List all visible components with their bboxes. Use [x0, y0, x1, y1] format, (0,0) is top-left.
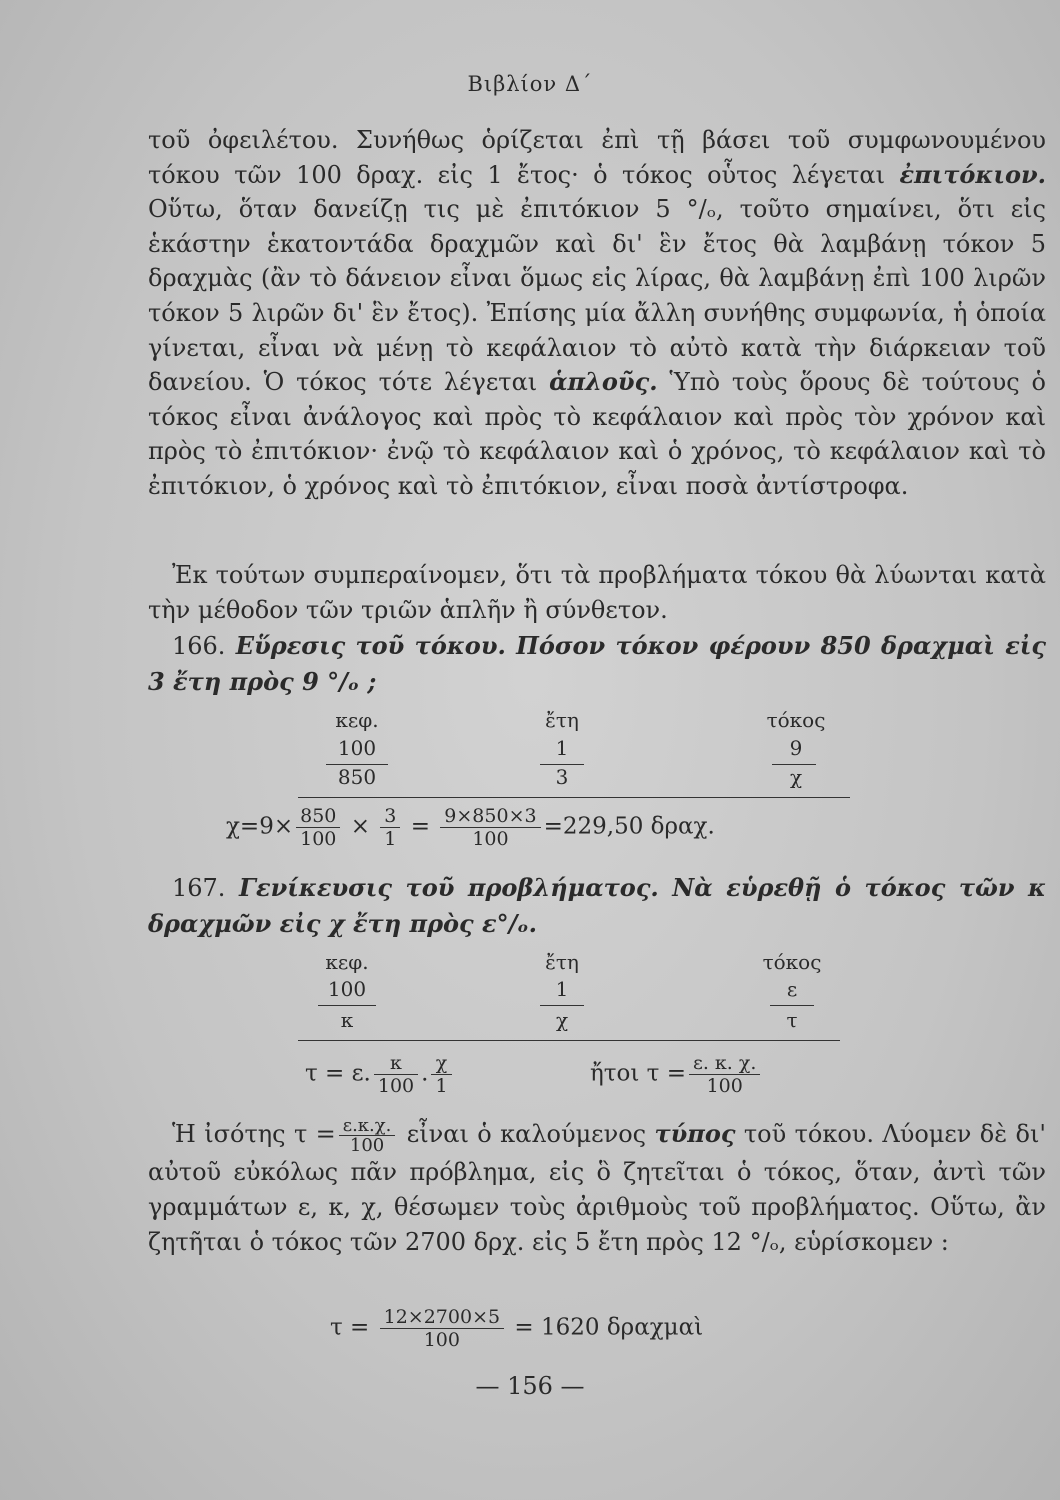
fraction — [380, 805, 400, 850]
denominator: 100 — [423, 1329, 460, 1351]
equation-167-general — [590, 1052, 763, 1097]
section-title: Εὕρεσις τοῦ τόκου. Πόσον τόκον φέρουν 850 δραχμαὶ εἰς 3 ἔτη πρὸς 9 °/ₒ ; — [148, 631, 1047, 696]
denominator: 100 — [377, 1075, 415, 1097]
paragraph-interest-definition — [148, 123, 1046, 504]
numerator: ε.κ.χ. — [339, 1116, 396, 1136]
table-cell: ε — [786, 977, 798, 1001]
eq-result: =229,50 δραχ. — [543, 813, 715, 840]
table-cell: 9 — [789, 736, 803, 760]
paragraph-text: Ἡ ἰσότης τ = — [172, 1120, 336, 1148]
numerator: 12×2700×5 — [380, 1306, 504, 1329]
fraction — [440, 805, 540, 850]
fraction — [339, 1116, 396, 1155]
section-167-heading — [148, 870, 1046, 941]
paragraph-conclusion — [148, 558, 1046, 627]
fraction-bar — [540, 1005, 584, 1006]
paragraph-formula — [148, 1116, 1046, 1260]
dot: . — [421, 1060, 429, 1087]
paragraph-text: Ἐκ τούτων συμπεραίνομεν, ὅτι τὰ προβλήματα τόκου θὰ λύωνται κατὰ τὴν μέθοδον τῶν τριῶν ἁπλῆν ἢ σύνθετον. — [148, 561, 1046, 624]
paragraph-text: τοῦ τόκου. Λύομεν δὲ δι' αὐτοῦ εὐκόλως πᾶν πρόβλημα, εἰς ὃ ζητεῖται ὁ τόκος, ὅταν, ἀντὶ τῶν γραμμάτων ε, κ, χ, θέσωμεν τοὺς ἀριθμοὺς τοῦ προβλήματος. Οὕτω, ἂν ζητῆται ὁ τόκος τῶν 2700 δρχ. εἰς 5 ἔτη πρὸς 12 °/ₒ, εὑρίσκομεν : — [148, 1120, 1046, 1256]
col-header-capital: κεφ. — [325, 950, 369, 974]
denominator: 1 — [435, 1075, 448, 1097]
paragraph-text: Ὑπὸ τοὺς ὅρους δὲ τούτους ὁ τόκος εἶναι ἀνάλογος καὶ πρὸς τὸ κεφάλαιον καὶ πρὸς τὸν χρόνον καὶ πρὸς τὸ ἐπιτόκιον· ἐνῷ τὸ κεφάλαιον καὶ ὁ χρόνος, τὸ κεφάλαιον καὶ τὸ ἐπιτόκιον, ὁ χρόνος καὶ τὸ ἐπιτόκιον, εἶναι ποσὰ ἀντίστροφα. — [148, 368, 1047, 500]
table-cell: τ — [786, 1008, 798, 1032]
numerator: 9×850×3 — [440, 805, 540, 828]
page-number: — 156 — — [475, 1372, 585, 1400]
fraction-bar — [318, 1005, 376, 1006]
table-cell: 1 — [555, 977, 569, 1001]
numerator: 850 — [296, 805, 340, 828]
col-header-years: ἔτη — [545, 708, 579, 732]
section-title: Γενίκευσις τοῦ προβλήματος. Νὰ εὑρεθῇ ὁ τόκος τῶν κ δραχμῶν εἰς χ ἔτη πρὸς ε°/ₒ. — [148, 873, 1046, 938]
denominator: 100 — [472, 828, 509, 850]
paragraph-text: Οὕτω, ὅταν δανείζῃ τις μὲ ἐπιτόκιον 5 °/ₒ, τοῦτο σημαίνει, ὅτι εἰς ἑκάστην ἑκατοντάδα δραχμῶν καὶ δι' ἓν ἔτος θὰ λαμβάνῃ τόκον 5 δραχμὰς (ἂν τὸ δάνειον εἶναι ὅμως εἰς λίρας, θὰ λαμβάνῃ ἐπὶ 100 λιρῶν τόκον 5 λιρῶν δι' ἓν ἔτος). Ἐπίσης μία ἄλλη συνήθης συμφωνία, ἡ ὁποία γίνεται, εἶναι νὰ μένῃ τὸ κεφάλαιον τὸ αὐτὸ κατὰ τὴν διάρκειαν τοῦ δανείου. Ὁ τόκος τότε λέγεται — [148, 195, 1046, 397]
table-rule — [298, 1040, 840, 1041]
fraction — [431, 1052, 451, 1097]
paragraph-text: τοῦ ὀφειλέτου. Συνήθως ὁρίζεται ἐπὶ τῇ βάσει τοῦ συμφωνουμένου τόκου τῶν 100 δραχ. εἰς 1 ἔτος· ὁ τόκος οὗτος λέγεται — [148, 126, 1046, 189]
eq-lhs: τ = — [330, 1314, 370, 1341]
equation-167 — [305, 1052, 455, 1097]
table-rule — [298, 797, 850, 798]
table-cell: χ — [789, 765, 803, 789]
table-cell: 100 — [327, 977, 367, 1001]
eq-text: ἤτοι τ = — [590, 1060, 686, 1087]
table-cell: 100 — [337, 736, 377, 760]
fraction — [296, 805, 340, 850]
eq-lhs: τ = ε. — [305, 1060, 371, 1087]
table-cell: χ — [555, 1008, 569, 1032]
section-166-heading — [148, 628, 1046, 699]
term-aplous: ἁπλοῦς. — [549, 367, 658, 397]
numerator: 3 — [380, 805, 400, 828]
denominator: 100 — [349, 1135, 385, 1156]
col-header-years: ἔτη — [545, 950, 579, 974]
col-header-interest: τόκος — [762, 950, 822, 974]
table-cell: 3 — [555, 765, 569, 789]
denominator: 1 — [384, 828, 397, 850]
eq-lhs: χ=9× — [226, 813, 294, 840]
numerator: ε. κ. χ. — [689, 1052, 760, 1075]
table-cell: 1 — [555, 736, 569, 760]
paragraph-text: εἶναι ὁ καλούμενος — [398, 1120, 655, 1148]
fraction — [374, 1052, 418, 1097]
numerator: χ — [431, 1052, 451, 1075]
fraction — [380, 1306, 504, 1351]
table-cell: 850 — [337, 765, 377, 789]
denominator: 100 — [706, 1075, 743, 1097]
equation-final — [330, 1306, 703, 1351]
section-number: 166. — [172, 632, 226, 660]
col-header-interest: τόκος — [766, 708, 826, 732]
col-header-capital: κεφ. — [335, 708, 379, 732]
times-sign: × — [350, 813, 370, 840]
term-epitokion: ἐπιτόκιον. — [899, 159, 1046, 189]
fraction-bar — [770, 1005, 814, 1006]
denominator: 100 — [300, 828, 337, 850]
section-number: 167. — [172, 874, 226, 902]
equals-sign: = — [410, 813, 430, 840]
numerator: κ — [374, 1052, 418, 1075]
term-typos: τύπος — [654, 1119, 736, 1148]
eq-result: = 1620 δραχμαὶ — [514, 1314, 704, 1341]
fraction — [689, 1052, 760, 1097]
table-cell: κ — [340, 1008, 354, 1032]
running-header: Βιβλίον Δ΄ — [467, 72, 593, 96]
equation-166 — [226, 805, 715, 850]
